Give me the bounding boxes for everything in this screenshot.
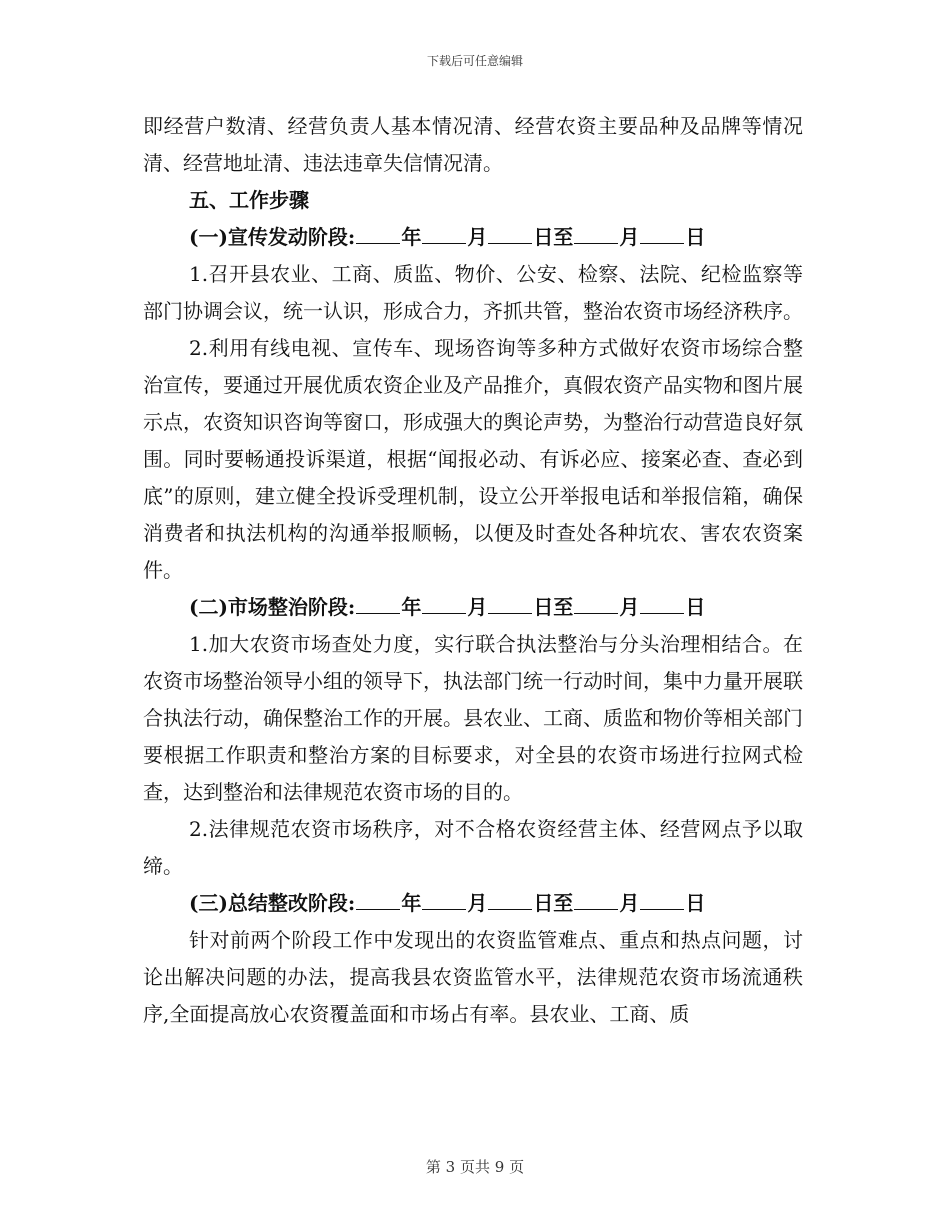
fill-blank (640, 221, 684, 244)
fill-blank (574, 221, 618, 244)
unit-month: 月 (467, 891, 488, 915)
unit-day-to: 日至 (533, 891, 574, 915)
unit-month: 月 (619, 595, 640, 619)
fill-blank (422, 591, 466, 614)
fill-blank (488, 887, 532, 910)
paragraph-stage2-item1: 1.加大农资市场查处力度，实行联合执法整治与分头治理相结合。在农资市场整治领导小组的领导下，执法部门统一行动时间，集中力量开展联合执法行动，确保整治工作的开展。县农业、工商、质监和物价等相关部门要根据工作职责和整治方案的目标要求，对全县的农资市场进行拉网式检查，达到整治和法律规范农资市场的目的。 (143, 632, 803, 804)
stage-3-heading (143, 885, 803, 922)
unit-day: 日 (685, 891, 706, 915)
paragraph-stage2-item2: 2.法律规范农资市场秩序，对不合格农资经营主体、经营网点予以取缔。 (143, 817, 803, 878)
unit-year: 年 (401, 891, 422, 915)
stage-label: (二)市场整治阶段: (189, 595, 356, 619)
page-header: 下载后可任意编辑 (426, 54, 523, 68)
stage-label: (三)总结整改阶段: (189, 891, 356, 915)
section-title-work-steps: 五、工作步骤 (189, 188, 309, 212)
fill-blank (640, 591, 684, 614)
unit-day: 日 (685, 225, 706, 249)
stage-2-heading (143, 589, 803, 626)
fill-blank (488, 591, 532, 614)
fill-blank (356, 221, 400, 244)
unit-day-to: 日至 (533, 595, 574, 619)
unit-year: 年 (401, 595, 422, 619)
unit-day-to: 日至 (533, 225, 574, 249)
fill-blank (640, 887, 684, 910)
unit-month: 月 (619, 225, 640, 249)
unit-month: 月 (619, 891, 640, 915)
unit-year: 年 (401, 225, 422, 249)
paragraph-intro: 即经营户数清、经营负责人基本情况清、经营农资主要品种及品牌等情况清、经营地址清、违法违章失信情况清。 (143, 114, 803, 175)
stage-label: (一)宣传发动阶段: (189, 225, 356, 249)
stage-1-heading (143, 219, 803, 256)
fill-blank (488, 221, 532, 244)
paragraph-stage1-item2: 2.利用有线电视、宣传车、现场咨询等多种方式做好农资市场综合整治宣传，要通过开展优质农资企业及产品推介，真假农资产品实物和图片展示点，农资知识咨询等窗口，形成强大的舆论声势，为整治行动营造良好氛围。同时要畅通投诉渠道，根据“闻报必动、有诉必应、接案必查、查必到底”的原则，建立健全投诉受理机制，设立公开举报电话和举报信箱，确保消费者和执法机构的沟通举报顺畅，以便及时查处各种坑农、害农农资案件。 (143, 336, 803, 582)
unit-day: 日 (685, 595, 706, 619)
document-body (143, 108, 803, 1033)
page-footer: 第 3 页共 9 页 (425, 1158, 525, 1176)
fill-blank (356, 887, 400, 910)
unit-month: 月 (467, 595, 488, 619)
fill-blank (574, 591, 618, 614)
paragraph-stage1-item1: 1.召开县农业、工商、质监、物价、公安、检察、法院、纪检监察等部门协调会议，统一认识，形成合力，齐抓共管，整治农资市场经济秩序。 (143, 262, 803, 323)
fill-blank (574, 887, 618, 910)
fill-blank (422, 221, 466, 244)
unit-month: 月 (467, 225, 488, 249)
fill-blank (422, 887, 466, 910)
paragraph-stage3-item1: 针对前两个阶段工作中发现出的农资监管难点、重点和热点问题，讨论出解决问题的办法，提高我县农资监管水平，法律规范农资市场流通秩序,全面提高放心农资覆盖面和市场占有率。县农业、工商、质 (143, 928, 803, 1026)
fill-blank (356, 591, 400, 614)
